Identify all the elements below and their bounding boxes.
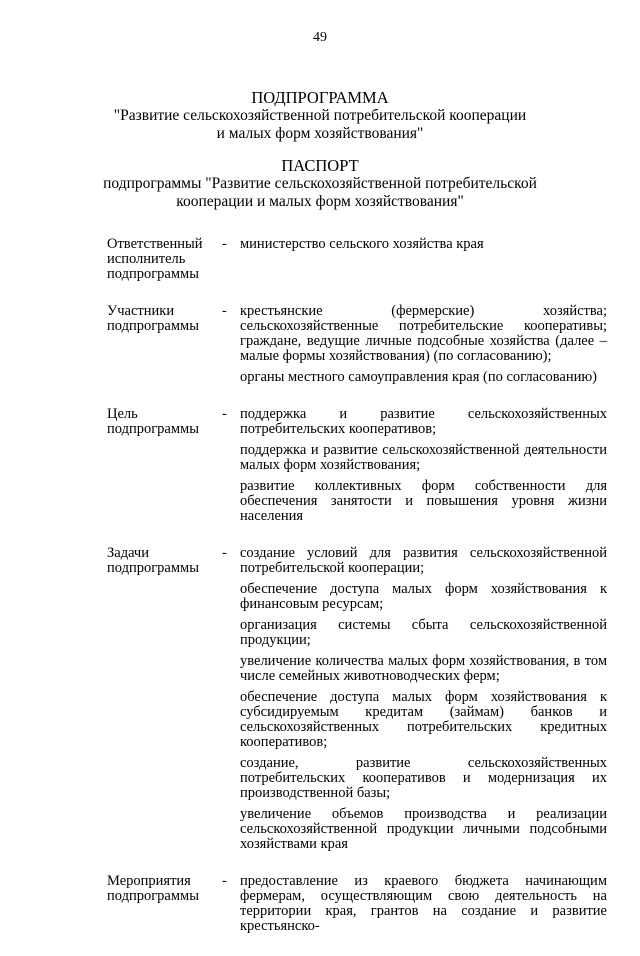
row-label: Участники подпрограммы <box>107 303 199 334</box>
page-number: 49 <box>313 30 327 45</box>
row-content <box>240 874 607 934</box>
passport-subtitle-line: подпрограммы "Развитие сельскохозяйственной потребительской <box>103 175 537 192</box>
row-label: Ответственный исполнитель подпрограммы <box>107 236 203 282</box>
subprogram-heading <box>0 89 640 143</box>
row-dash: - <box>222 303 227 319</box>
passport-table <box>107 237 607 956</box>
row-item: предоставление из краевого бюджета начинающим фермерам, осуществляющим свою деятельность на территории края, грантов на создание и развитие крестьянско- <box>240 873 607 934</box>
row-content <box>240 304 607 385</box>
row-item: организация системы сбыта сельскохозяйственной продукции; <box>240 617 607 648</box>
subprogram-title: ПОДПРОГРАММА <box>251 88 389 107</box>
row-item: увеличение количества малых форм хозяйствования, в том числе семейных животноводческих ферм; <box>240 653 607 684</box>
row-dash: - <box>222 236 227 252</box>
passport-heading <box>0 157 640 211</box>
subprogram-name-line: "Развитие сельскохозяйственной потребительской кооперации <box>113 107 527 124</box>
row-content <box>240 237 607 282</box>
row-content <box>240 407 607 524</box>
row-item: обеспечение доступа малых форм хозяйствования к субсидируемым кредитам (займам) банков и сельскохозяйственных потребительских кредитных кооперативов; <box>240 689 607 750</box>
row-item: развитие коллективных форм собственности для обеспечения занятости и повышения уровня жизни населения <box>240 478 607 524</box>
row-item: органы местного самоуправления края (по согласованию) <box>240 369 597 385</box>
row-dash: - <box>222 545 227 561</box>
row-label: Цель подпрограммы <box>107 406 199 437</box>
row-label: Задачи подпрограммы <box>107 545 199 576</box>
row-item: обеспечение доступа малых форм хозяйствования к финансовым ресурсам; <box>240 581 607 612</box>
passport-row-goal <box>107 407 607 524</box>
row-item: поддержка и развитие сельскохозяйственных потребительских кооперативов; <box>240 406 607 437</box>
row-item: поддержка и развитие сельскохозяйственной деятельности малых форм хозяйствования; <box>240 442 607 473</box>
row-item: крестьянские (фермерские) хозяйства; сельскохозяйственные потребительские кооперативы; граждане, ведущие личные подсобные хозяйства (далее – малые формы хозяйствования) (по согласованию); <box>240 303 607 364</box>
passport-subtitle-line: кооперации и малых форм хозяйствования" <box>176 193 464 210</box>
passport-row-measures <box>107 874 607 934</box>
row-item: создание, развитие сельскохозяйственных потребительских кооперативов и модернизация их производственной базы; <box>240 755 607 801</box>
row-dash: - <box>222 873 227 889</box>
row-item: увеличение объемов производства и реализации сельскохозяйственной продукции личными подсобными хозяйствами края <box>240 806 607 852</box>
passport-row-tasks <box>107 546 607 852</box>
passport-row-participants <box>107 304 607 385</box>
passport-title: ПАСПОРТ <box>281 156 359 175</box>
row-item: министерство сельского хозяйства края <box>240 236 484 252</box>
row-label: Мероприятия подпрограммы <box>107 873 199 904</box>
passport-row-responsible <box>107 237 607 282</box>
subprogram-name-line: и малых форм хозяйствования" <box>216 125 424 142</box>
row-dash: - <box>222 406 227 422</box>
row-item: создание условий для развития сельскохозяйственной потребительской кооперации; <box>240 545 607 576</box>
row-content <box>240 546 607 852</box>
